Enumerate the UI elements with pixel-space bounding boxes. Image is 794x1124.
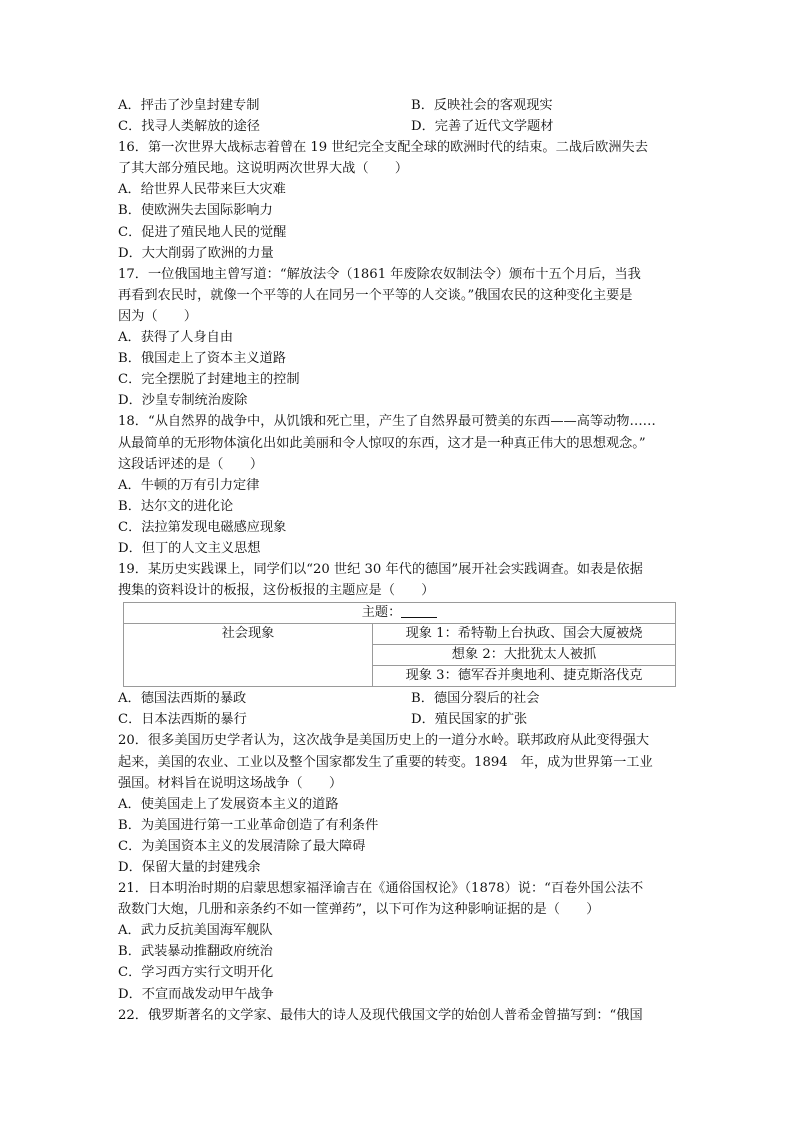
q19-option-d[interactable]: D．殖民国家的扩张 bbox=[411, 712, 528, 728]
q16-option-d[interactable]: D．大大削弱了欧洲的力量 bbox=[118, 245, 274, 261]
q21-option-b[interactable]: B．武装暴动推翻政府统治 bbox=[118, 944, 273, 960]
q19-option-c[interactable]: C．日本法西斯的暴行 bbox=[118, 712, 247, 728]
q17-option-c[interactable]: C．完全摆脱了封建地主的控制 bbox=[118, 372, 300, 388]
q20-option-c[interactable]: C．为美国资本主义的发展清除了最大障碍 bbox=[118, 838, 366, 854]
q18-option-d[interactable]: D．但丁的人文主义思想 bbox=[118, 540, 261, 556]
q18-option-c[interactable]: C．法拉第发现电磁感应现象 bbox=[118, 519, 287, 535]
q17-stem-line: 再看到农民时，就像一个平等的人在同另一个平等的人交谈。”俄国农民的这种变化主要是 bbox=[118, 287, 633, 303]
q18-stem-line: 从最简单的无形物体演化出如此美丽和令人惊叹的东西，这才是一种真正伟大的思想观念。” bbox=[118, 435, 646, 451]
q19-option-b[interactable]: B．德国分裂后的社会 bbox=[411, 691, 540, 707]
q20-stem-line: 20．很多美国历史学者认为，这次战争是美国历史上的一道分水岭。联邦政府从此变得强大 bbox=[118, 733, 650, 749]
q21-option-a[interactable]: A．武力反抗美国海军舰队 bbox=[118, 923, 273, 939]
q21-option-c[interactable]: C．学习西方实行文明开化 bbox=[118, 965, 274, 981]
q20-stem-line: 起来，美国的农业、工业以及整个国家都发生了重要的转变。1894 年，成为世界第一工业 bbox=[118, 754, 653, 770]
q16-stem-line: 了其大部分殖民地。这说明两次世界大战（ ） bbox=[118, 161, 409, 177]
q21-stem-line: 21．日本明治时期的启蒙思想家福泽谕吉在《通俗国权论》（1878）说：“百卷外国公法不 bbox=[118, 881, 644, 897]
q16-stem-line: 16．第一次世界大战标志着曾在 19 世纪完全支配全球的欧洲时代的结束。二战后欧洲失去 bbox=[118, 140, 648, 156]
q15-option-d[interactable]: D．完善了近代文学题材 bbox=[411, 119, 554, 135]
board-row: 现象 1：希特勒上台执政、国会大厦被烧 bbox=[373, 624, 676, 645]
q18-stem-line: 这段话评述的是（ ） bbox=[118, 456, 264, 472]
q18-option-b[interactable]: B．达尔文的进化论 bbox=[118, 498, 234, 514]
q21-stem-line: 敌数门大炮，几册和亲条约不如一筐弹药”，以下可作为这种影响证据的是（ ） bbox=[118, 902, 600, 918]
q20-option-b[interactable]: B．为美国进行第一工业革命创造了有利条件 bbox=[118, 817, 379, 833]
q20-option-d[interactable]: D．保留大量的封建残余 bbox=[118, 860, 261, 875]
board-row: 想象 2：大批犹太人被抓 bbox=[373, 645, 676, 666]
board-theme-label: 主题： bbox=[361, 605, 402, 621]
q19-board-table bbox=[123, 602, 676, 687]
q15-options-row-2 bbox=[118, 116, 678, 137]
q22-stem-line: 22．俄罗斯著名的文学家、最伟大的诗人及现代俄国文学的始创人普希金曾描写到：“俄国 bbox=[118, 1007, 643, 1023]
q18-stem-line: 18．“从自然界的战争中，从饥饿和死亡里，产生了自然界最可赞美的东西——高等动物…… bbox=[118, 414, 656, 430]
q15-option-a[interactable]: A．抨击了沙皇封建专制 bbox=[118, 98, 260, 113]
q19-stem-line: 搜集的资料设计的板报，这份板报的主题应是（ ） bbox=[118, 583, 435, 599]
q21-option-d[interactable]: D．不宣而战发动甲午战争 bbox=[118, 986, 274, 1002]
q15-option-c[interactable]: C．找寻人类解放的途径 bbox=[118, 119, 260, 135]
q19-option-a[interactable]: A．德国法西斯的暴政 bbox=[118, 691, 247, 707]
q16-option-c[interactable]: C．促进了殖民地人民的觉醒 bbox=[118, 224, 287, 240]
exam-page bbox=[118, 95, 678, 1026]
q20-option-a[interactable]: A．使美国走上了发展资本主义的道路 bbox=[118, 796, 339, 812]
q19-stem-line: 19．某历史实践课上，同学们以“20 世纪 30 年代的德国”展开社会实践调查。如表是依据 bbox=[118, 562, 643, 578]
q16-option-a[interactable]: A．给世界人民带来巨大灾难 bbox=[118, 182, 286, 198]
q15-options-row-1 bbox=[118, 95, 678, 116]
q18-option-a[interactable]: A．牛顿的万有引力定律 bbox=[118, 477, 260, 493]
q17-option-a[interactable]: A．获得了人身自由 bbox=[118, 330, 234, 346]
q19-options-row-1 bbox=[118, 688, 678, 709]
q15-option-b[interactable]: B．反映社会的客观现实 bbox=[411, 98, 553, 113]
board-theme-cell bbox=[124, 603, 676, 624]
q17-option-b[interactable]: B．俄国走上了资本主义道路 bbox=[118, 351, 286, 367]
q20-stem-line: 强国。材料旨在说明这场战争（ ） bbox=[118, 775, 343, 791]
q16-option-b[interactable]: B．使欧洲失去国际影响力 bbox=[118, 203, 273, 219]
q17-stem-line: 因为（ ） bbox=[118, 308, 198, 324]
q17-stem-line: 17．一位俄国地主曾写道：“解放法令（1861 年废除农奴制法令）颁布十五个月后，当我 bbox=[118, 266, 641, 282]
board-left-header: 社会现象 bbox=[124, 624, 373, 687]
board-theme-blank bbox=[401, 603, 437, 618]
q19-options-row-2 bbox=[118, 709, 678, 730]
q17-option-d[interactable]: D．沙皇专制统治废除 bbox=[118, 393, 248, 409]
board-row: 现象 3：德军吞并奥地利、捷克斯洛伐克 bbox=[373, 666, 676, 687]
